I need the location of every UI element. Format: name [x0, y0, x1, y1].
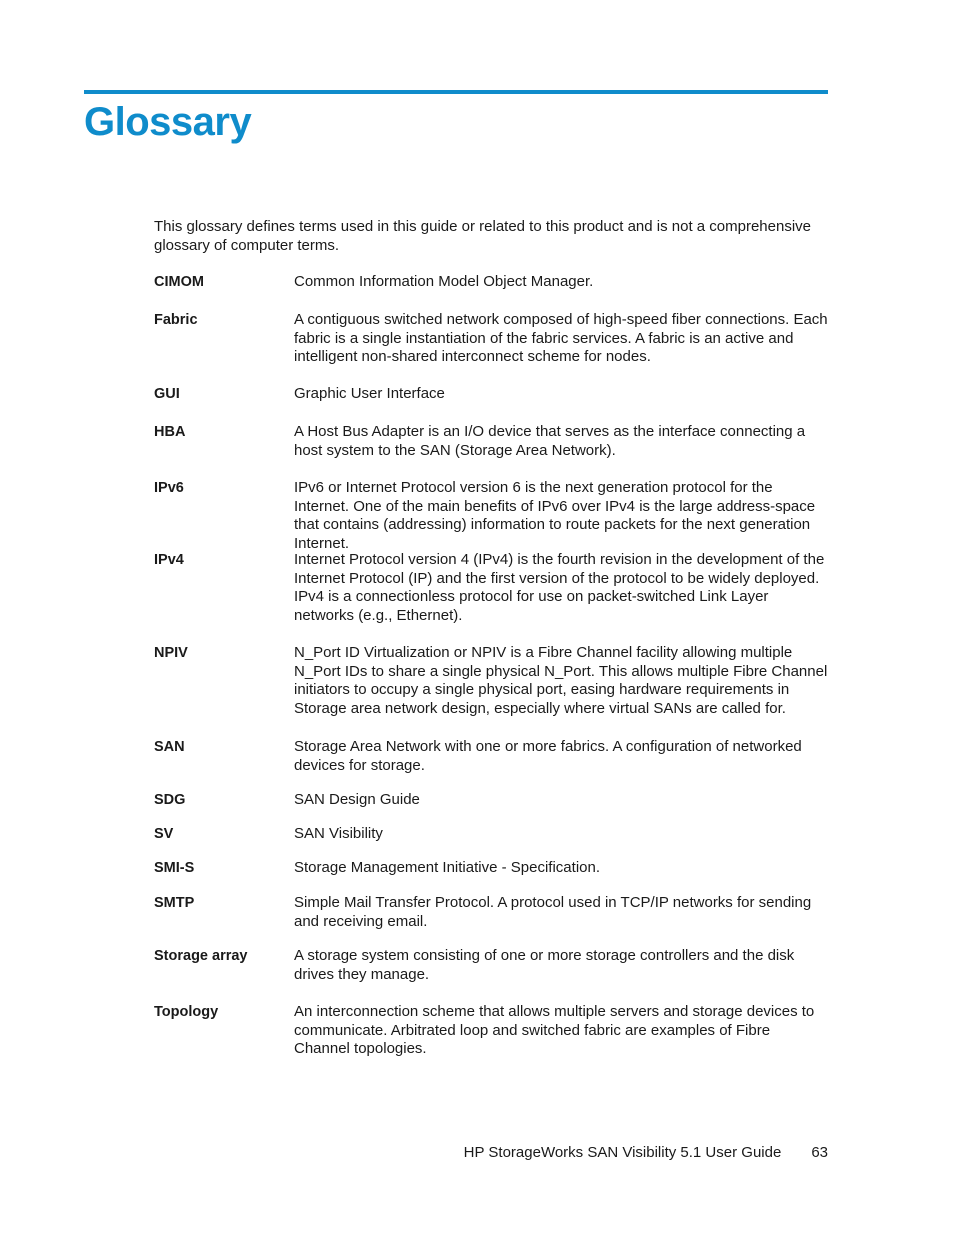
page-title: Glossary	[84, 100, 252, 144]
intro-paragraph: This glossary defines terms used in this guide or related to this product and is not a comprehensive glossary of computer terms.	[154, 218, 812, 254]
glossary-definition: Common Information Model Object Manager.	[294, 273, 594, 290]
glossary-term: Storage array	[154, 948, 248, 964]
glossary-definition: IPv6 or Internet Protocol version 6 is the next generation protocol for the Internet. One of the main benefits of IPv6 over IPv4 is the large address-space that contains (addressing) information to route packets for the next generation Internet.	[294, 479, 816, 553]
glossary-definition: Internet Protocol version 4 (IPv4) is the fourth revision in the development of the Internet Protocol (IP) and the first version of the protocol to be widely deployed. IPv4 is a connectionless protocol for use on packet-switched Link Layer networks (e.g., Ethernet).	[294, 551, 825, 625]
glossary-term: HBA	[154, 424, 186, 440]
glossary-term: NPIV	[154, 645, 188, 661]
glossary-definition: Storage Area Network with one or more fabrics. A configuration of networked devices for storage.	[294, 738, 802, 774]
glossary-definition: Storage Management Initiative - Specification.	[294, 859, 600, 876]
glossary-term: IPv6	[154, 480, 184, 496]
glossary-definition: SAN Visibility	[294, 825, 383, 842]
glossary-term: SDG	[154, 792, 186, 808]
glossary-definition: A storage system consisting of one or more storage controllers and the disk drives they manage.	[294, 947, 795, 983]
glossary-definition: SAN Design Guide	[294, 791, 420, 808]
glossary-term: Fabric	[154, 312, 198, 328]
page-footer	[464, 1143, 828, 1162]
glossary-definition: Simple Mail Transfer Protocol. A protocol used in TCP/IP networks for sending and receiving email.	[294, 894, 812, 930]
glossary-term: SMI-S	[154, 860, 195, 876]
glossary-definition: An interconnection scheme that allows multiple servers and storage devices to communicate. Arbitrated loop and switched fabric are examples of Fibre Channel topologies.	[294, 1003, 815, 1058]
footer-guide-title: HP StorageWorks SAN Visibility 5.1 User Guide	[463, 1144, 782, 1161]
glossary-term: SAN	[154, 739, 185, 755]
glossary-term: Topology	[154, 1004, 219, 1020]
glossary-term: CIMOM	[154, 274, 204, 290]
glossary-definition: Graphic User Interface	[294, 385, 445, 402]
glossary-definition: N_Port ID Virtualization or NPIV is a Fibre Channel facility allowing multiple N_Port IDs to share a single physical N_Port. This allows multiple Fibre Channel initiators to occupy a single physical port, easing hardware requirements in Storage area network design, especially where virtual SANs are called for.	[294, 644, 828, 718]
glossary-term: SMTP	[154, 895, 195, 911]
glossary-term: GUI	[154, 386, 180, 402]
glossary-term: IPv4	[154, 552, 184, 568]
glossary-definition: A contiguous switched network composed of high-speed fiber connections. Each fabric is a single instantiation of the fabric services. A fabric is an active and intelligent non-shared interconnect scheme for nodes.	[294, 311, 828, 366]
glossary-term: SV	[154, 826, 174, 842]
title-rule	[84, 90, 828, 94]
page-number: 63	[811, 1144, 828, 1161]
glossary-definition: A Host Bus Adapter is an I/O device that serves as the interface connecting a host system to the SAN (Storage Area Network).	[294, 423, 806, 459]
